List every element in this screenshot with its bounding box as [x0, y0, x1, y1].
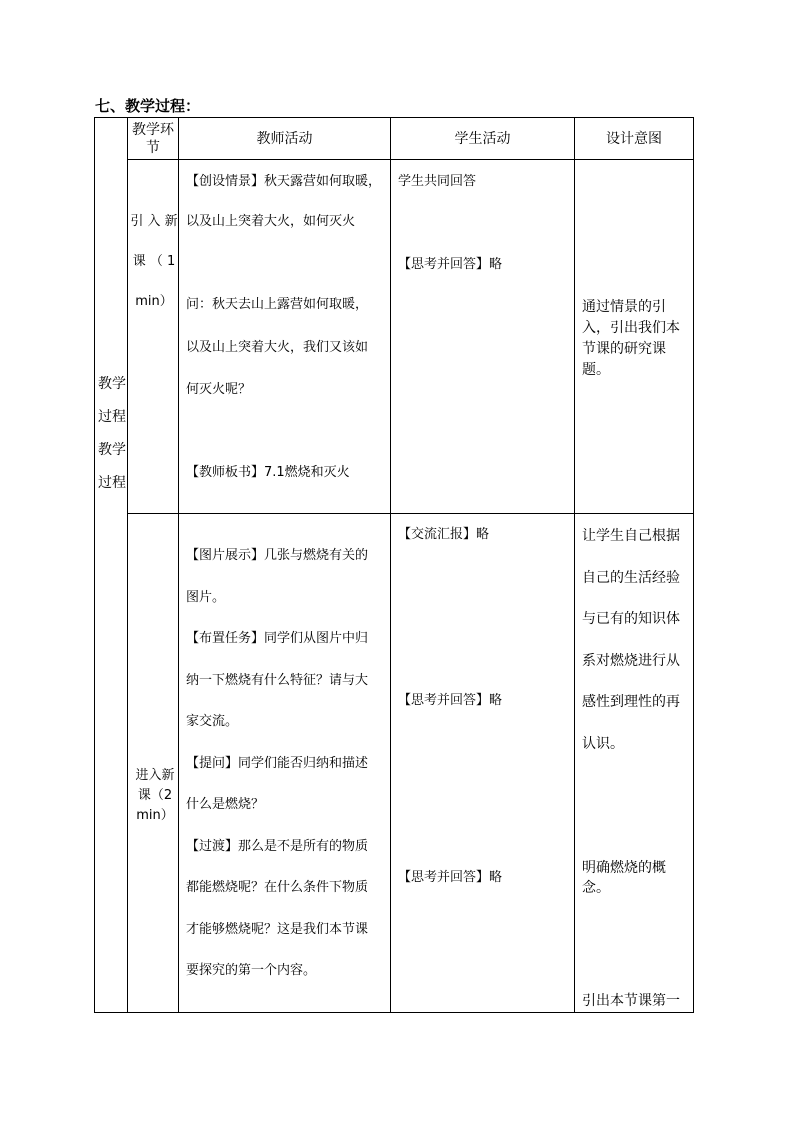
teaching-process-table: [94, 117, 694, 1013]
stage-intro-label: 引 入 新 课 （ 1min）: [130, 214, 178, 309]
teacher-activity-line: 都能燃烧呢？在什么条件下物质: [186, 880, 369, 895]
design-intent-line: 节课的研究课: [582, 341, 666, 357]
teacher-activity-line: 要探究的第一个内容。: [186, 963, 317, 978]
teacher-activity-line: 图片。: [186, 590, 226, 605]
header-student-label: 学生活动: [454, 131, 511, 147]
header-student: [391, 119, 574, 159]
teacher-activity-line: 纳一下燃烧有什么特征？请与大: [186, 673, 369, 688]
teacher-activity-line: 【图片展示】几张与燃烧有关的: [186, 548, 369, 563]
student-activity-line: 【交流汇报】略: [398, 527, 490, 542]
design-intent-line: 让学生自己根据: [582, 528, 680, 544]
header-teacher: [179, 119, 390, 159]
design-intent-line: 引出本节课第一: [582, 993, 680, 1009]
design-intent-line: 系对燃烧进行从: [582, 653, 680, 669]
student-activity-line: 学生共同回答: [398, 174, 477, 189]
design-intent-line: 通过情景的引: [582, 299, 666, 315]
teacher-activity-line: 【提问】同学们能否归纳和描述: [186, 756, 369, 771]
design-intent-line: 感性到理性的再: [582, 694, 680, 710]
header-intent: [575, 119, 693, 159]
teacher-activity-line: 才能够燃烧呢？这是我们本节课: [186, 922, 369, 937]
design-intent-line: 自己的生活经验: [582, 570, 680, 586]
student-activity-line: 【思考并回答】略: [398, 257, 503, 272]
column-divider: [390, 118, 391, 1012]
header-intent-label: 设计意图: [606, 131, 662, 147]
teacher-activity-line: 【教师板书】7.1燃烧和灭火: [186, 465, 350, 480]
teacher-activity-line: 问：秋天去山上露营如何取暖，: [186, 297, 369, 312]
design-intent-line: 认识。: [582, 736, 624, 752]
teacher-activity-line: 【布置任务】同学们从图片中归: [186, 631, 369, 646]
teacher-activity-line: 【过渡】那么是不是所有的物质: [186, 839, 369, 854]
section-side-label: 教学过程教学过程: [98, 376, 126, 491]
row-divider: [127, 159, 693, 160]
teacher-activity-line: 以及山上突着大火，我们又该如: [186, 340, 369, 355]
header-stage: [129, 119, 177, 159]
teacher-activity-line: 【创设情景】秋天露营如何取暖，: [186, 174, 382, 189]
column-divider: [178, 118, 179, 1012]
design-intent-line: 与已有的知识体: [582, 611, 680, 627]
header-stage-label: 教学环节: [132, 122, 174, 156]
section-title: 七、教学过程：: [95, 97, 201, 115]
header-teacher-label: 教师活动: [256, 131, 313, 147]
student-activity-line: 【思考并回答】略: [398, 693, 503, 708]
teacher-activity-line: 以及山上突着大火，如何灭火: [186, 214, 356, 229]
column-divider: [127, 118, 128, 1012]
design-intent-line: 题。: [582, 362, 610, 378]
teacher-activity-line: 什么是燃烧？: [186, 797, 265, 812]
design-intent-line: 入，引出我们本: [582, 320, 680, 336]
student-activity-line: 【思考并回答】略: [398, 870, 503, 885]
teacher-activity-line: 家交流。: [186, 714, 239, 729]
column-divider: [574, 118, 575, 1012]
stage-new-lesson-label: 进入新课（2min）: [135, 768, 175, 823]
design-intent-line: 明确燃烧的概念。: [582, 860, 666, 896]
teacher-activity-line: 何灭火呢？: [186, 382, 252, 397]
row-divider: [127, 513, 693, 514]
